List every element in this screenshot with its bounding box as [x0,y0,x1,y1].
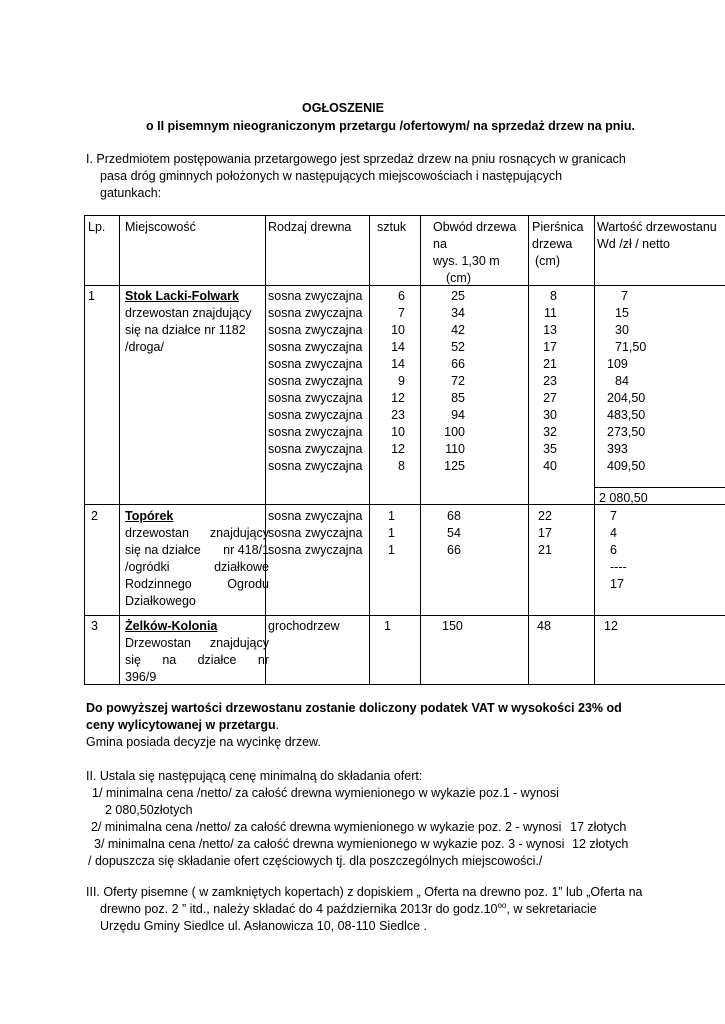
row2-obwod: 54 [447,526,461,540]
row1-piersnica: 21 [543,357,557,371]
header-rodzaj: Rodzaj drewna [268,220,352,234]
row1-wartosc: 109 [607,357,628,371]
header-piersnica [532,219,583,270]
row1-desc: /droga/ [125,340,164,354]
row2-species: sosna zwyczajna [268,509,363,523]
row3-wartosc: 12 [604,619,618,633]
row3-desc-line: 396/9 [125,670,157,684]
row3-desc-word: działce [197,653,237,667]
row1-wartosc: 393 [607,442,628,456]
row1-location [125,288,251,356]
row3-desc-line [125,652,269,669]
section2-line-5: 3/ minimalna cena /netto/ za całość drewna wymienionego w wykazie poz. 3 - wynosi [94,837,565,851]
row1-piersnica-col [537,288,557,475]
row1-species: sosna zwyczajna [268,425,363,439]
announcement-subtitle: o II pisemnym nieograniczonym przetargu /ofertowym/ na sprzedaż drzew na pniu. [146,119,635,133]
row1-count: 7 [398,306,405,320]
row1-count: 14 [391,340,405,354]
row1-obwod: 110 [445,442,465,456]
row3-desc-word: się [125,653,141,667]
row2-obwod: 66 [447,543,461,557]
row2-count: 1 [388,543,395,557]
row1-wartosc: 273,50 [607,425,646,439]
row2-count: 1 [388,509,395,523]
row1-wartosc: 204,50 [607,391,646,405]
section2-line-2: 1/ minimalna cena /netto/ za całość drewna wymienionego w wykazie poz.1 - wynosi [92,786,559,800]
row1-lp: 1 [88,289,95,303]
col-divider [265,216,266,685]
row1-count: 6 [398,289,405,303]
row2-lp: 2 [91,509,98,523]
row3-piersnica: 48 [537,619,551,633]
row1-count: 14 [391,357,405,371]
row1-species: sosna zwyczajna [268,459,363,473]
row2-piersnica-col [538,508,552,559]
row1-obwod: 52 [451,340,465,354]
row1-count: 12 [391,442,405,456]
row2-wartosc: ---- [610,560,627,574]
row3-location [125,618,269,686]
row2-wartosc: 7 [610,509,617,523]
row2-count: 1 [388,526,395,540]
row2-wartosc: 4 [610,526,617,540]
row1-piersnica: 27 [543,391,557,405]
row2-desc-word: znajdujący [209,526,269,540]
row1-desc: drzewostan znajdujący [125,306,252,320]
row-divider [85,615,725,616]
row-divider [85,285,725,286]
header-piersnica-line: Pierśnica [532,220,584,234]
col-divider [420,216,421,685]
row1-wartosc: 483,50 [607,408,646,422]
row1-wartosc: 7 [621,289,628,303]
row1-wartosc: 71,50 [615,340,647,354]
row2-desc-word: Ogrodu [227,577,269,591]
row1-piersnica: 32 [543,425,557,439]
row1-count: 23 [391,408,405,422]
header-piersnica-line: (cm) [535,254,560,268]
row1-obwod: 42 [451,323,465,337]
row1-count: 12 [391,391,405,405]
row2-piersnica: 17 [538,526,552,540]
vat-line-2-bold: ceny wylicytowanej w przetargu [86,718,276,732]
row1-obwod: 94 [451,408,465,422]
header-miejscowosc: Miejscowość [125,220,196,234]
section3-time-sup: oo [497,900,507,910]
row1-piersnica: 23 [543,374,557,388]
row3-desc-word: na [162,653,177,667]
row1-piersnica: 8 [550,289,557,303]
row1-count-col [383,288,405,475]
vat-line-2-end: . [275,718,280,732]
header-obwod-line: na [433,237,447,251]
row1-count: 10 [391,323,405,337]
row1-piersnica: 40 [543,459,557,473]
row1-piersnica: 30 [543,408,557,422]
header-obwod-line: wys. 1,30 m [433,254,500,268]
header-obwod-line: (cm) [446,271,471,285]
row1-species: sosna zwyczajna [268,357,363,371]
row2-piersnica: 22 [538,509,552,523]
section2-line-4-value: 17 złotych [570,820,627,834]
row1-count: 9 [398,374,405,388]
row2-desc-word: Rodzinnego [125,577,192,591]
section2-line-5-value: 12 złotych [572,837,629,851]
row1-total: 2 080,50 [599,491,648,505]
row2-count-col [383,508,395,559]
announcement-title: OGŁOSZENIE [302,101,384,115]
row1-species: sosna zwyczajna [268,340,363,354]
row2-desc-line [125,559,269,576]
section3-line-2 [100,901,597,918]
row1-wartosc: 15 [615,306,629,320]
row2-desc-word: drzewostan [125,526,189,540]
row1-obwod: 34 [451,306,465,320]
row1-place: Stok Lacki-Folwark [125,289,239,303]
row1-wartosc: 30 [615,323,629,337]
row2-species: sosna zwyczajna [268,543,363,557]
row1-obwod: 25 [451,289,465,303]
row2-piersnica: 21 [538,543,552,557]
row2-desc-word: /ogródki [125,560,170,574]
row2-species-col [268,508,363,559]
col-divider [594,216,595,685]
row1-obwod: 85 [451,391,465,405]
row2-wartosc: 17 [610,577,624,591]
row3-desc-word: Drzewostan [125,636,191,650]
section2-line-4: 2/ minimalna cena /netto/ za całość drewna wymienionego w wykazie poz. 2 - wynosi [91,820,562,834]
row1-species-col [268,288,363,475]
section3-line-2b: , w sekretariacie [506,902,597,916]
row2-wartosc-col [610,508,627,593]
row1-desc: się na działce nr 1182 [125,323,246,337]
row1-obwod: 125 [444,459,465,473]
row1-piersnica: 17 [543,340,557,354]
row1-obwod: 72 [451,374,465,388]
row2-obwod-col [447,508,461,559]
section2-line-6: / dopuszcza się składanie ofert częściowych tj. dla poszczególnych miejscowości./ [88,854,543,868]
row1-obwod-col [440,288,465,475]
row3-count: 1 [384,619,391,633]
row2-desc-line [125,542,269,559]
vat-line-1: Do powyższej wartości drzewostanu zostanie doliczony podatek VAT w wysokości 23% od [86,701,622,715]
section3-line-3: Urzędu Gminy Siedlce ul. Asłanowicza 10, 08-110 Siedlce . [100,919,428,933]
timber-table [84,215,725,685]
vat-line-3: Gmina posiada decyzje na wycinkę drzew. [86,735,321,749]
row1-species: sosna zwyczajna [268,374,363,388]
header-obwod [433,219,516,287]
vat-line-2 [86,717,279,734]
header-obwod-line: Obwód drzewa [433,220,517,234]
row1-species: sosna zwyczajna [268,306,363,320]
col-divider [369,216,370,685]
row1-count: 10 [391,425,405,439]
row2-wartosc: 6 [610,543,617,557]
row2-obwod: 68 [447,509,461,523]
row1-species: sosna zwyczajna [268,289,363,303]
row1-piersnica: 11 [544,306,557,320]
section3-line-1: III. Oferty pisemne ( w zamkniętych kopertach) z dopiskiem „ Oferta na drewno poz. 1” lub „Oferta na [86,885,643,899]
header-wartosc-line: Wd /zł / netto [597,237,670,251]
section2-line-3: 2 080,50złotych [105,803,193,817]
row2-location [125,508,269,610]
row3-desc-line [125,635,269,652]
row2-place: Topórek [125,509,174,523]
intro-line-2: pasa dróg gminnych położonych w następujących miejscowościach i następujących [100,169,563,183]
row3-desc-word: znajdujący [209,636,269,650]
row1-species: sosna zwyczajna [268,408,363,422]
row3-species: grochodrzew [268,619,340,633]
row1-piersnica: 35 [543,442,557,456]
intro-line-3: gatunkach: [100,186,162,200]
row2-desc-word: działkowe [214,560,269,574]
header-wartosc-line: Wartość drzewostanu [597,220,717,234]
header-sztuk: sztuk [377,220,407,234]
header-wartosc [597,219,717,253]
row1-obwod: 100 [444,425,465,439]
row1-species: sosna zwyczajna [268,323,363,337]
row2-desc-word: się na działce [125,543,201,557]
row3-place: Żelków-Kolonia [125,619,218,633]
row3-obwod: 150 [442,619,463,633]
row1-wartosc-col [607,288,646,475]
row1-piersnica: 13 [543,323,557,337]
section2-line-1: II. Ustala się następującą cenę minimalną do składania ofert: [86,769,423,783]
row1-species: sosna zwyczajna [268,442,363,456]
row2-species: sosna zwyczajna [268,526,363,540]
row1-obwod: 66 [451,357,465,371]
row1-species: sosna zwyczajna [268,391,363,405]
row1-wartosc: 409,50 [607,459,646,473]
row3-lp: 3 [91,619,98,633]
row2-desc-line [125,576,269,593]
row2-desc-line: Działkowego [125,594,196,608]
header-piersnica-line: drzewa [532,237,573,251]
row1-wartosc: 84 [615,374,629,388]
row1-count: 8 [398,459,405,473]
intro-line-1: I. Przedmiotem postępowania przetargowego jest sprzedaż drzew na pniu rosnących w granicach [86,152,626,166]
row2-desc-word: nr 418/1 [223,543,269,557]
col-divider [119,216,120,685]
total-divider [594,487,725,488]
col-divider [528,216,529,685]
section3-line-2a: drewno poz. 2 ” itd., należy składać do 4 października 2013r do godz.10 [100,902,498,916]
row3-desc-word: nr [257,653,269,667]
row2-desc-line [125,525,269,542]
header-lp: Lp. [88,220,106,234]
